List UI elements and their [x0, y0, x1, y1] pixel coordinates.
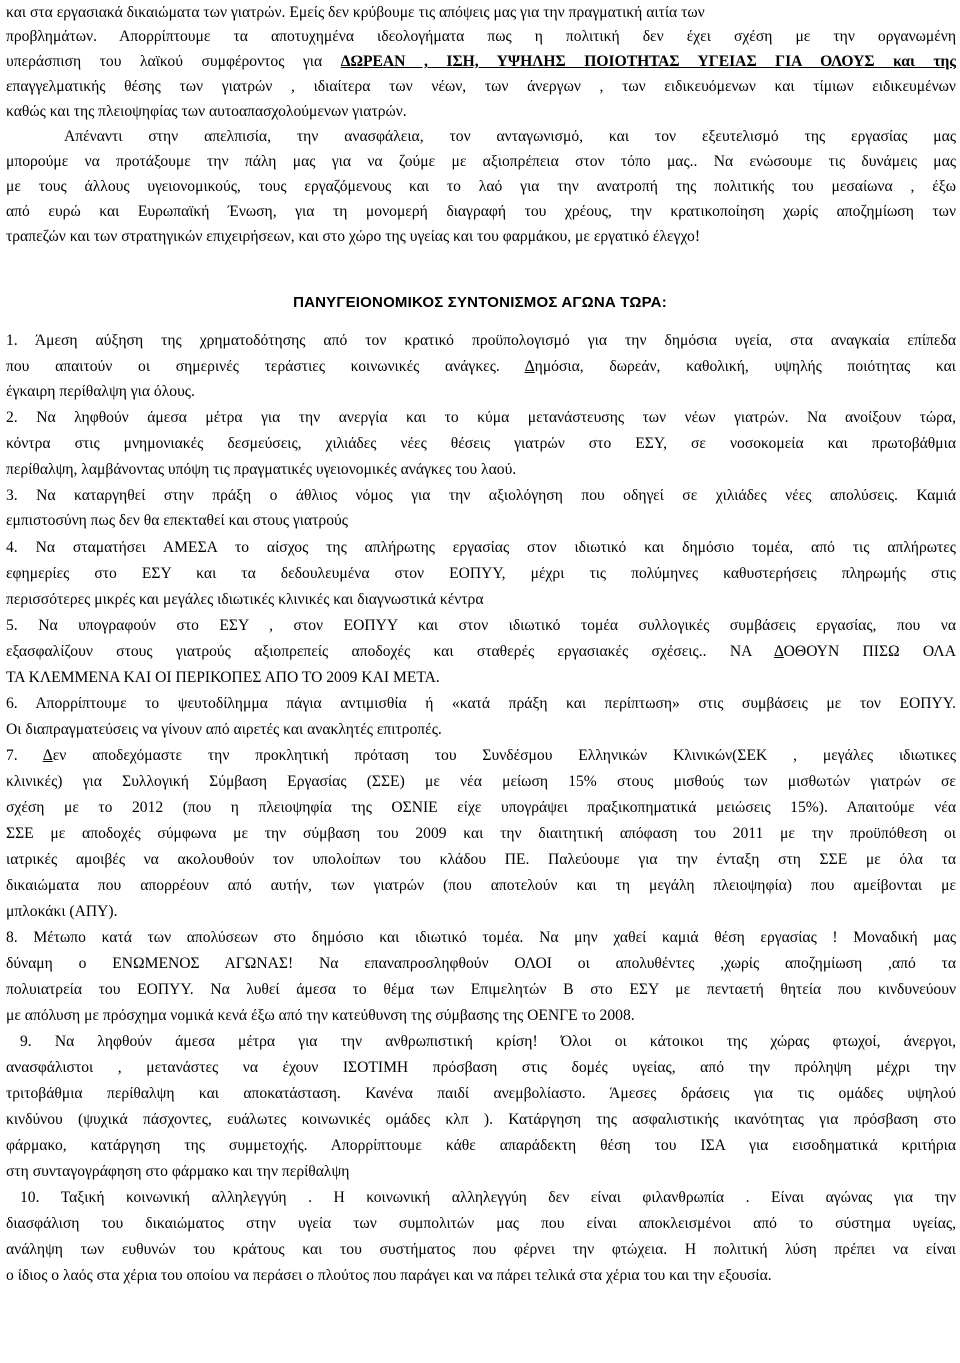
- text-span: περισσότερες μικρές και μεγάλες ιδιωτικές κλινικές και διαγνωστικά κέντρα: [6, 591, 484, 608]
- text-span: και στα εργασιακά δικαιώματα των γιατρών. Εμείς δεν κρύβουμε τις απόψεις μας για την πραγματική αιτία των: [6, 4, 705, 21]
- text-span: κλινικές) για Συλλογική Σύμβαση Εργασίας (ΣΣΕ) με νέα μείωση 15% στους μισθούς των μισθωτών γιατρών σε: [6, 773, 956, 790]
- text-span: με απόλυση με πρόσχημα νομικά κενά έξω από την κατεύθυνση της σύμβασης της ΟΕΝΓΕ το 2008.: [6, 1007, 635, 1024]
- text-span: ΟΘΟΥΝ ΠΙΣΩ ΟΛΑ: [783, 643, 956, 660]
- text-line: [6, 201, 956, 223]
- text-line: [6, 356, 956, 378]
- text-span: διασφάλιση του δικαιώματος στην υγεία των συμπολιτών μας που είναι αποκλεισμένοι από το σύστημα υγείας,: [6, 1215, 956, 1232]
- text-line: [6, 176, 956, 198]
- text-line: [6, 589, 956, 611]
- text-line: [6, 485, 956, 507]
- text-span: έγκαιρη περίθαλψη για όλους.: [6, 383, 195, 400]
- text-span: ιατρικές αμοιβές να ακολουθούν τον υπολοίπων του κλάδου ΠΕ. Παλεύουμε για την ένταξη στη ΣΣΕ με όλα τα: [6, 851, 956, 868]
- text-line: [6, 1057, 956, 1079]
- text-span: Δ: [42, 747, 53, 764]
- text-line: [6, 719, 956, 741]
- text-line: [6, 693, 956, 715]
- text-line: [6, 1213, 956, 1235]
- text-line: [64, 126, 956, 148]
- text-span: ΔΩΡΕΑΝ , ΙΣΗ, ΥΨΗΛΗΣ ΠΟΙΟΤΗΤΑΣ ΥΓΕΙΑΣ ΓΙΑ ΟΛΟΥΣ και της: [340, 53, 956, 70]
- text-line: [6, 26, 956, 48]
- text-line: [6, 510, 956, 532]
- text-line: [6, 2, 956, 24]
- text-span: 3. Να καταργηθεί στην πράξη ο άθλιος νόμος για την αξιολόγηση που οδηγεί σε χιλιάδες νέες απολύσεις. Καμιά: [6, 487, 956, 504]
- text-line: [6, 927, 956, 949]
- text-span: 7.: [6, 747, 43, 764]
- text-line: [6, 407, 956, 429]
- text-span: μπλοκάκι (ΑΠΥ).: [6, 903, 118, 920]
- text-line: [6, 979, 956, 1001]
- text-span: ανάληψη των ευθυνών του κράτους και του συστήματος που φέρνει την φτώχεια. Η πολιτική λύση πρέπει να είναι: [6, 1241, 956, 1258]
- text-span: που απαιτούν οι σημερινές τεράστιες κοινωνικές ανάγκες.: [6, 358, 525, 375]
- text-line: [20, 1187, 956, 1209]
- text-span: ο ίδιος ο λαός στα χέρια του οποίου να περάσει ο πλούτος που παράγει και να πάρει τελικά στα χέρια του και την εξουσία.: [6, 1267, 772, 1284]
- text-span: με τους άλλους υγειονομικούς, τους εργαζόμενους και το λαό για την ανατροπή της πολιτικής του μεσαίωνα , έξω: [6, 178, 956, 195]
- text-span: 2. Να ληφθούν άμεσα μέτρα για την ανεργία και το κύμα μετανάστευσης των νέων γιατρών. Να ανοίξουν τώρα,: [6, 409, 956, 426]
- text-line: [6, 615, 956, 637]
- text-span: ΤΑ ΚΛΕΜΜΕΝΑ ΚΑΙ ΟΙ ΠΕΡΙΚΟΠΕΣ ΑΠΟ ΤΟ 2009 ΚΑΙ ΜΕΤΑ.: [6, 669, 440, 686]
- text-span: 5. Να υπογραφούν στο ΕΣΥ , στον ΕΟΠΥΥ και στον ιδιωτικό τομέα συλλογικές συμβάσεις εργασίας, που να: [6, 617, 956, 634]
- text-span: εξασφαλίζουν στους γιατρούς αξιοπρεπείς αποδοχές και σταθερές εργασιακές σχέσεις.. ΝΑ: [6, 643, 774, 660]
- text-line: [6, 51, 956, 73]
- text-line: [6, 901, 956, 923]
- text-span: προβλημάτων. Απορρίπτουμε τα αποτυχημένα ιδεολογήματα πως η πολιτική δεν έχει σχέση με την οργανωμένη: [6, 28, 956, 45]
- text-span: δύναμη ο ΕΝΩΜΕΝΟΣ ΑΓΩΝΑΣ! Να επαναπροσληφθούν ΟΛΟΙ οι απολυθέντες ,χωρίς αποζημίωση ,από τα: [6, 955, 956, 972]
- text-span: 1. Άμεση αύξηση της χρηματοδότησης από τον κρατικό προϋπολογισμό για την δημόσια υγεία, στα αναγκαία επίπεδα: [6, 332, 956, 349]
- text-span: Δ: [524, 358, 535, 375]
- text-span: κινδύνου (ψυχικά πάσχοντες, ευάλωτες κοινωνικές ομάδες κλπ ). Κατάργηση της ασφαλιστικής ικανότητας για πρόσβαση στο: [6, 1111, 956, 1128]
- text-span: 9. Να ληφθούν άμεσα μέτρα για την ανθρωπιστική κρίση! Όλοι οι κάτοικοι της χώρας φτωχοί, άνεργοι,: [20, 1033, 956, 1050]
- text-line: [6, 771, 956, 793]
- text-span: στη συνταγογράφηση στο φάρμακο και την περίθαλψη: [6, 1163, 350, 1180]
- text-span: υπεράσπιση του λαϊκού συμφέροντος για: [6, 53, 341, 70]
- text-line: [6, 381, 956, 403]
- text-line: [6, 151, 956, 173]
- text-span: επαγγελματικής θέσης των γιατρών , ιδιαίτερα των νέων, των άνεργων , των ειδικευόμενων και τίμιων ειδικευμένων: [6, 78, 956, 95]
- text-span: πολυιατρεία του ΕΟΠΥΥ. Να λυθεί άμεσα το θέμα των Επιμελητών Β στο ΕΣΥ με πενταετή θητεία που κινδυνεύουν: [6, 981, 956, 998]
- text-line: [6, 641, 956, 663]
- text-line: [6, 537, 956, 559]
- text-span: ανασφάλιστοι , μετανάστες να έχουν ΙΣΟΤΙΜΗ πρόσβαση στις δομές υγείας, από την πρόληψη μέχρι την: [6, 1059, 956, 1076]
- text-span: περίθαλψη, λαμβάνοντας υπόψη τις πραγματικές υγειονομικές ανάγκες του λαού.: [6, 461, 517, 478]
- text-line: [6, 875, 956, 897]
- text-span: εν αποδεχόμαστε την προκλητική πρόταση του Συνδέσμου Ελληνικών Κλινικών(ΣΕΚ , μεγάλες ιδιωτικες: [52, 747, 957, 764]
- text-line: [6, 849, 956, 871]
- text-span: 8. Μέτωπο κατά των απολύσεων στο δημόσιο και ιδιωτικό τομέα. Να μην χαθεί καμιά θέση εργασίας ! Μοναδική μας: [6, 929, 956, 946]
- text-span: από ευρώ και Ευρωπαϊκή Ένωση, για τη μονομερή διαγραφή του χρέους, την κρατικοποίηση χωρίς αποζημίωση των: [6, 203, 956, 220]
- text-span: ημόσια, δωρεάν, καθολική, υψηλής ποιότητας και: [534, 358, 957, 375]
- text-span: εμπιστοσύνη πως δεν θα επεκταθεί και στους γιατρούς: [6, 512, 348, 529]
- text-span: δικαιώματα που απορρέουν από αυτήν, των γιατρών (που αποτελούν και τη μεγάλη πλειοψηφία) που αμείβονται με: [6, 877, 956, 894]
- text-span: φάρμακο, κατάργηση της συμμετοχής. Απορρίπτουμε κάθε απαράδεκτη θέση του ΙΣΑ για εισοδηματικά κριτήρια: [6, 1137, 956, 1154]
- text-span: Δ: [773, 643, 784, 660]
- text-line: [6, 433, 956, 455]
- text-span: 10. Ταξική κοινωνική αλληλεγγύη . Η κοινωνική αλληλεγγύη δεν είναι φιλανθρωπία . Είναι αγώνας για την: [20, 1189, 956, 1206]
- text-line: [6, 1083, 956, 1105]
- text-line: [6, 1265, 956, 1287]
- text-line: [6, 1135, 956, 1157]
- text-line: [6, 667, 956, 689]
- text-span: τραπεζών και των στρατηγικών επιχειρήσεων, και στο χώρο της υγείας και του φαρμάκου, με εργατικό έλεγχο!: [6, 228, 701, 245]
- text-line: [6, 953, 956, 975]
- text-span: εφημερίες στο ΕΣΥ και τα δεδουλευμένα στον ΕΟΠΥΥ, μέχρι τις πολύμηνες καθυστερήσεις πληρωμής στις: [6, 565, 956, 582]
- text-line: [6, 226, 956, 248]
- text-line: [6, 330, 956, 352]
- section-title: ΠΑΝΥΓΕΙΟΝΟΜΙΚΟΣ ΣΥΝΤΟΝΙΣΜΟΣ ΑΓΩΝΑ ΤΩΡΑ:: [293, 294, 667, 311]
- text-line: [6, 1239, 956, 1261]
- text-line: [6, 563, 956, 585]
- text-line: [6, 1109, 956, 1131]
- text-span: 4. Να σταματήσει ΑΜΕΣΑ το αίσχος της απλήρωτης εργασίας στον ιδιωτικό και δημόσιο τομέα, από τις απλήρωτες: [6, 539, 956, 556]
- text-line: [20, 1031, 956, 1053]
- text-line: [6, 745, 956, 767]
- text-span: καθώς και της πλειοψηφίας των αυτοαπασχολούμενων γιατρών.: [6, 103, 407, 120]
- text-line: [6, 101, 956, 123]
- text-span: τριτοβάθμια περίθαλψη και αποκατάσταση. Κανένα παιδί ανεμβολίαστο. Άμεσες δράσεις για τις ομάδες υψηλού: [6, 1085, 956, 1102]
- text-span: μπορούμε να προτάξουμε την πάλη μας για να ζούμε με αξιοπρέπεια στον τόπο μας.. Να ενώσουμε τις δυνάμεις μας: [6, 153, 956, 170]
- text-line: [6, 459, 956, 481]
- text-span: Απέναντι στην απελπισία, την ανασφάλεια, τον ανταγωνισμό, και τον εξευτελισμό της εργασίας μας: [64, 128, 956, 145]
- text-span: 6. Απορρίπτουμε το ψευτοδίλημμα πάγια αντιμισθία ή «κατά πράξη και περίπτωση» στις συμβάσεις με τον ΕΟΠΥΥ.: [6, 695, 956, 712]
- text-span: σχέση με το 2012 (που η πλειοψηφία της ΟΣΝΙΕ είχε υπογράψει πραξικοπηματικά μειώσεις 15%). Απαιτούμε νέα: [6, 799, 956, 816]
- text-span: Οι διαπραγματεύσεις να γίνουν από αιρετές και ανακλητές επιτροπές.: [6, 721, 442, 738]
- text-span: κόντρα στις μνημονιακές δεσμεύσεις, χιλιάδες νέες θέσεις γιατρών στο ΕΣΥ, σε νοσοκομεία και πρωτοβάθμια: [6, 435, 956, 452]
- text-line: [6, 1161, 956, 1183]
- text-line: [6, 76, 956, 98]
- text-span: ΣΣΕ με αποδοχές σύμφωνα με την σύμβαση του 2009 και την διαιτητική απόφαση του 2011 με την προϋπόθεση οι: [6, 825, 956, 842]
- text-line: [6, 797, 956, 819]
- text-line: [6, 1005, 956, 1027]
- text-line: [6, 823, 956, 845]
